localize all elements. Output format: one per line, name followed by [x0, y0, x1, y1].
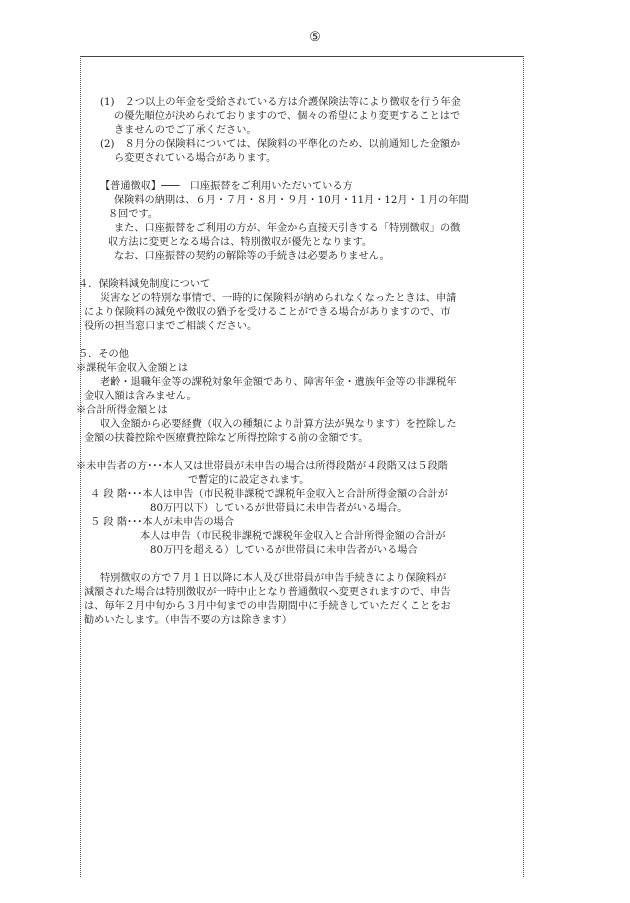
document-body [76, 96, 524, 628]
page-number: ⑤ [309, 30, 321, 45]
dan-5-line: 80万円を超える）しているが世帯員に未申告者がいる場合 [150, 545, 418, 556]
tokubetsu-line: 勧めいたします。（申告不要の方は除きます） [84, 615, 293, 626]
section-4-heading: ４．保険料減免制度について [78, 279, 211, 290]
futsu-choshu-block [84, 180, 524, 264]
shotoku-line: 金額の扶養控除や医療費控除など所得控除する前の金額です。 [84, 433, 369, 444]
dan-4-line: 80万円以下）しているが世帯員に未申告者がいる場合。 [150, 503, 408, 514]
note-2-line: ら変更されている場合があります。 [114, 153, 277, 164]
note-1-line: の優先順位が決められておりますので、個々の希望により変更することはで [114, 111, 461, 122]
mishinkoku-line: ※未申告者の方･･･本人又は世帯員が未申告の場合は所得段階が４段階又は５段階 [76, 461, 448, 472]
note-1-line: (1) ２つ以上の年金を受給されている方は介護保険法等により徴収を行う年金 [100, 97, 461, 108]
notes-block [84, 96, 524, 166]
futsu-choshu-line: ８回です。 [108, 209, 159, 220]
futsu-choshu-line: 保険料の納期は、６月・７月・８月・９月・10月・11月・12月・１月の年間 [114, 195, 469, 206]
mishinkoku-line: で暫定的に設定されます。 [188, 475, 310, 486]
dan-5-line: 本人は申告（市民税非課税で課税年金収入と合計所得金額の合計が [140, 531, 446, 542]
nenkin-line: 金収入額は含みません。 [84, 391, 197, 402]
tokubetsu-line: は、毎年２月中旬から３月中旬までの申告期間中に手続きしていただくことをお [84, 601, 451, 612]
dan-4-line: ４ 段 階･･･本人は申告（市民税非課税で課税年金収入と合計所得金額の合計が [90, 489, 448, 500]
section-4-line: により保険料の減免や徴収の猶予を受けることができる場合がありますので、市 [84, 307, 451, 318]
futsu-choshu-heading: 【普通徴収】─── 口座振替をご利用いただいている方 [100, 181, 353, 192]
section-5-heading: ５．その他 [78, 349, 129, 360]
nenkin-line: 老齢・退職年金等の課税対象年金額であり、障害年金・遺族年金等の非課税年 [100, 377, 457, 388]
tokubetsu-line: 減額された場合は特別徴収が一時中止となり普通徴収へ変更されますので、申告 [84, 587, 451, 598]
shotoku-heading: ※合計所得金額とは [76, 405, 168, 416]
futsu-choshu-line: 収方法に変更となる場合は、特別徴収が優先となります。 [108, 237, 373, 248]
section-4-line: 災害などの特別な事情で、一時的に保険料が納められなくなったときは、申請 [100, 293, 457, 304]
futsu-choshu-line: また、口座振替をご利用の方が、年金から直接天引きする「特別徴収」の徴 [114, 223, 461, 234]
nenkin-heading: ※課税年金収入金額とは [76, 363, 189, 374]
section-5 [76, 348, 524, 628]
note-2-line: (2) ８月分の保険料については、保険料の平準化のため、以前通知した金額か [100, 139, 461, 150]
dan-5-line: ５ 段 階･･･本人が未申告の場合 [90, 517, 235, 528]
section-4-line: 役所の担当窓口までご相談ください。 [84, 321, 258, 332]
note-1-line: きませんのでご了承ください。 [114, 125, 257, 136]
futsu-choshu-line: なお、口座振替の契約の解除等の手続きは必要ありません。 [114, 251, 390, 262]
section-4 [78, 278, 524, 334]
shotoku-line: 収入金額から必要経費（収入の種類により計算方法が異なります）を控除した [100, 419, 457, 430]
tokubetsu-line: 特別徴収の方で７月１日以降に本人及び世帯員が申告手続きにより保険料が [100, 573, 447, 584]
